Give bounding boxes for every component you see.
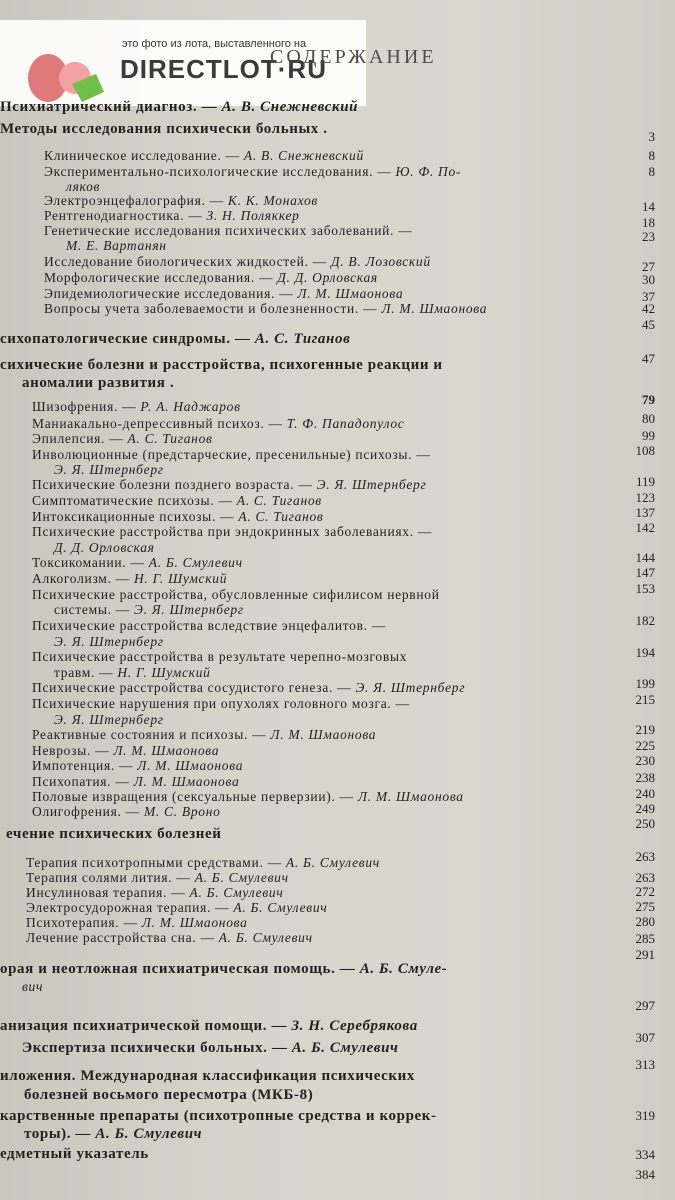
- toc-entry-title: аномалии развития .: [22, 375, 175, 391]
- toc-page-number: 215: [635, 692, 655, 707]
- toc-entry: [54, 634, 164, 650]
- toc-page-number: 79: [642, 392, 655, 407]
- toc-entry: [26, 870, 289, 886]
- toc-entry: [44, 223, 412, 239]
- toc-entry-author: Н. Г. Шумский: [117, 665, 211, 680]
- toc-entry-title: карственные препараты (психотропные средства и коррек-: [0, 1108, 437, 1124]
- toc-entry: [54, 712, 164, 728]
- toc-page-number: 250: [635, 816, 655, 831]
- toc-entry-author: Л. М. Шмаонова: [133, 774, 240, 789]
- toc-entry-author: Э. Я. Штернберг: [54, 634, 164, 649]
- toc-entry-author: А. Б. Смуле-: [359, 961, 448, 977]
- toc-entry: [32, 399, 241, 415]
- toc-entry-title: Генетические исследования психических заболеваний. —: [44, 223, 413, 238]
- toc-entry: [32, 493, 322, 509]
- toc-entry: [0, 121, 328, 138]
- toc-page-number: 307: [635, 1030, 655, 1045]
- toc-entry-title: Симптоматические психозы. —: [32, 493, 237, 508]
- toc-entry: [22, 979, 43, 995]
- toc-entry-title: Импотенция. —: [32, 758, 138, 773]
- toc-entry-title: иложения. Международная классификация психических: [0, 1068, 415, 1084]
- toc-entry: [0, 1018, 418, 1035]
- toc-heading: СОДЕРЖАНИЕ: [270, 46, 437, 68]
- toc-entry: [0, 357, 443, 374]
- toc-page-number: 275: [635, 899, 655, 914]
- toc-page-number: 225: [635, 738, 655, 753]
- toc-entry-author: Р. А. Наджаров: [140, 399, 241, 414]
- toc-page-number: 291: [635, 947, 655, 962]
- toc-entry-author: Д. В. Лозовский: [330, 254, 431, 269]
- toc-entry-title: Лечение расстройства сна. —: [26, 930, 219, 945]
- toc-entry: [54, 540, 155, 556]
- toc-entry-author: Т. Ф. Пападопулос: [286, 416, 405, 431]
- toc-entry: [22, 375, 174, 392]
- toc-entry: [32, 618, 386, 634]
- toc-entry: [44, 208, 300, 224]
- toc-entry-author: А. Б. Смулевич: [194, 870, 289, 885]
- toc-entry-title: Психические расстройства сосудистого генеза. —: [32, 680, 356, 695]
- toc-entry-title: Инволюционные (предстарческие, пресенильные) психозы. —: [32, 447, 431, 462]
- toc-entry-author: А. Б. Смулевич: [291, 1040, 399, 1056]
- toc-entry-title: Психические расстройства при эндокринных заболеваниях. —: [32, 524, 433, 539]
- toc-entry-title: Эпилепсия. —: [32, 431, 128, 446]
- toc-entry-author: А. Б. Смулевич: [233, 900, 328, 915]
- toc-entry-title: Интоксикационные психозы. —: [32, 509, 239, 524]
- toc-entry-title: Клиническое исследование. —: [44, 148, 244, 163]
- toc-entry: [6, 826, 222, 843]
- toc-entry: [44, 286, 403, 302]
- toc-entry-author: Э. Я. Штернберг: [54, 462, 164, 477]
- toc-page-number: 18: [642, 215, 655, 230]
- toc-entry-title: Реактивные состояния и психозы. —: [32, 727, 271, 742]
- toc-entry-author: Н. Г. Шумский: [133, 571, 228, 586]
- toc-entry: [66, 238, 167, 254]
- toc-page-number: 147: [635, 565, 655, 580]
- toc-entry: [44, 164, 461, 180]
- toc-entry-title: Маниакально-депрессивный психоз. —: [32, 416, 287, 431]
- toc-page-number: 42: [642, 301, 655, 316]
- toc-page-number: 263: [635, 870, 655, 885]
- toc-entry-title: Психические нарушения при опухолях головного мозга. —: [32, 696, 410, 711]
- toc-entry-title: Алкоголизм. —: [32, 571, 134, 586]
- toc-entry-title: Психиатрический диагноз. —: [0, 99, 222, 115]
- toc-entry: [0, 1108, 437, 1125]
- toc-page-number: 230: [635, 753, 655, 768]
- toc-entry-title: травм. —: [54, 665, 118, 680]
- toc-page-number: 123: [635, 490, 655, 505]
- toc-page-number: 240: [635, 786, 655, 801]
- toc-page-number: 249: [635, 801, 655, 816]
- toc-entry-title: Исследование биологических жидкостей. —: [44, 254, 331, 269]
- toc-entry-author: Л. М. Шмаонова: [357, 789, 464, 804]
- toc-entry-author: Ю. Ф. По-: [395, 164, 462, 179]
- toc-entry: [26, 930, 313, 946]
- toc-entry: [0, 99, 358, 116]
- toc-entry-title: Эпидемиологические исследования. —: [44, 286, 298, 301]
- toc-page-number: 14: [642, 199, 655, 214]
- toc-entry-title: Рентгенодиагностика. —: [44, 208, 207, 223]
- toc-page-number: 199: [635, 676, 655, 691]
- toc-entry-author: К. К. Монахов: [227, 193, 318, 208]
- toc-entry: [32, 571, 227, 587]
- toc-entry: [44, 301, 487, 317]
- toc-page-number: 137: [635, 505, 655, 520]
- toc-entry-author: Л. М. Шмаонова: [141, 915, 248, 930]
- toc-entry: [32, 743, 219, 759]
- toc-entry-author: А. С. Тиганов: [254, 331, 351, 347]
- toc-entry-author: Л. М. Шмаонова: [270, 727, 377, 742]
- toc-page-number: 219: [635, 722, 655, 737]
- toc-entry-title: Электроэнцефалография. —: [44, 193, 228, 208]
- toc-entry-title: Электросудорожная терапия. —: [26, 900, 234, 915]
- toc-page-number: 27: [642, 259, 655, 274]
- toc-entry-author: А. В. Снежневский: [243, 148, 364, 163]
- toc-entry: [32, 524, 432, 540]
- toc-entry-title: Терапия психотропными средствами. —: [26, 855, 286, 870]
- toc-page-number: 8: [648, 164, 655, 179]
- toc-page-number: 3: [648, 129, 655, 144]
- toc-entry-title: Токсикомании. —: [32, 555, 149, 570]
- toc-entry: [32, 649, 407, 665]
- toc-page-number: 153: [635, 581, 655, 596]
- toc-entry: [32, 696, 410, 712]
- toc-entry-title: едметный указатель: [0, 1146, 149, 1162]
- toc-entry: [32, 555, 243, 571]
- toc-entry-title: Инсулиновая терапия. —: [26, 885, 190, 900]
- toc-entry: [26, 915, 248, 931]
- toc-entry: [44, 148, 364, 164]
- toc-entry: [32, 804, 221, 820]
- toc-entry-author: Э. Я. Штернберг: [355, 680, 466, 695]
- toc-page-number: 119: [635, 474, 655, 489]
- toc-page-number: 285: [635, 931, 655, 946]
- toc-entry: [32, 477, 426, 493]
- toc-page-number: 194: [635, 645, 655, 660]
- toc-entry-title: Терапия солями лития. —: [26, 870, 195, 885]
- toc-entry-author: Л. М. Шмаонова: [297, 286, 404, 301]
- toc-entry-author: А. Б. Смулевич: [95, 1126, 203, 1142]
- toc-entry-author: вич: [22, 979, 44, 994]
- toc-entry-author: З. Н. Серебрякова: [291, 1018, 418, 1034]
- toc-entry-author: Д. Д. Орловская: [277, 270, 378, 285]
- toc-entry: [54, 665, 211, 681]
- toc-entry-author: З. Н. Поляккер: [206, 208, 300, 223]
- toc-entry-author: Э. Я. Штернберг: [134, 602, 244, 617]
- toc-entry-author: А. Б. Смулевич: [285, 855, 380, 870]
- toc-page-number: 297: [635, 998, 655, 1013]
- toc-entry-author: Л. М. Шмаонова: [137, 758, 244, 773]
- toc-entry-title: Психические расстройства вследствие энцефалитов. —: [32, 618, 387, 633]
- toc-entry-author: Л. М. Шмаонова: [113, 743, 220, 758]
- toc-entry-author: А. Б. Смулевич: [218, 930, 313, 945]
- toc-page-number: 144: [635, 550, 655, 565]
- toc-entry-title: Психопатия. —: [32, 774, 134, 789]
- toc-entry-title: болезней восьмого пересмотра (МКБ-8): [24, 1087, 314, 1103]
- toc-entry-title: ечение психических болезней: [6, 826, 222, 842]
- toc-entry: [32, 774, 239, 790]
- toc-entry-title: Морфологические исследования. —: [44, 270, 278, 285]
- toc-entry-author: Э. Я. Штернберг: [54, 712, 164, 727]
- toc-page-number: 45: [642, 317, 655, 332]
- toc-page-number: 319: [635, 1108, 655, 1123]
- toc-entry-title: Методы исследования психически больных .: [0, 121, 328, 137]
- toc-entry-title: торы). —: [24, 1126, 96, 1142]
- toc-entry: [26, 855, 380, 871]
- toc-page-number: 263: [635, 849, 655, 864]
- toc-entry: [54, 462, 164, 478]
- toc-page-number: 47: [642, 351, 655, 366]
- toc-page-number: 8: [648, 148, 655, 163]
- toc-entry-title: Экспериментально-психологические исследования. —: [44, 164, 396, 179]
- toc-entry-title: системы. —: [54, 602, 135, 617]
- toc-entry-author: Д. Д. Орловская: [54, 540, 155, 555]
- toc-entry-author: А. В. Снежневский: [221, 99, 359, 115]
- toc-entry: [26, 900, 327, 916]
- toc-entry-author: А. С. Тиганов: [127, 431, 213, 446]
- toc-page-number: 272: [635, 884, 655, 899]
- toc-entry-title: сихопатологические синдромы. —: [0, 331, 255, 347]
- toc-entry: [32, 447, 431, 463]
- toc-entry-title: Психотерапия. —: [26, 915, 142, 930]
- toc-page-number: 23: [642, 229, 655, 244]
- watermark-caption: это фото из лота, выставленного на: [122, 38, 307, 50]
- toc-entry-author: А. С. Тиганов: [236, 493, 322, 508]
- toc-entry: [44, 270, 378, 286]
- toc-entry-author: М. С. Вроно: [143, 804, 221, 819]
- toc-page-number: 142: [635, 520, 655, 535]
- toc-entry-title: Психические болезни позднего возраста. —: [32, 477, 317, 492]
- toc-entry: [54, 602, 244, 618]
- toc-entry-title: Половые извращения (сексуальные перверзии). —: [32, 789, 358, 804]
- toc-entry-title: Психические расстройства в результате черепно-мозговых: [32, 649, 408, 664]
- toc-entry-title: Шизофрения. —: [32, 399, 141, 414]
- toc-entry: [32, 758, 243, 774]
- toc-page-number: 108: [635, 443, 655, 458]
- toc-entry: [32, 431, 213, 447]
- toc-page-number: 99: [642, 428, 655, 443]
- toc-entry: [0, 961, 447, 978]
- toc-entry-title: Неврозы. —: [32, 743, 114, 758]
- toc-entry: [32, 416, 404, 432]
- toc-page-number: 80: [642, 411, 655, 426]
- toc-entry-author: А. Б. Смулевич: [148, 555, 243, 570]
- toc-entry-author: М. Е. Вартанян: [66, 238, 167, 253]
- toc-entry: [32, 789, 464, 805]
- toc-page-number: 182: [635, 613, 655, 628]
- toc-entry: [22, 1040, 399, 1057]
- toc-entry-author: Э. Я. Штернберг: [316, 477, 427, 492]
- toc-entry: [26, 885, 284, 901]
- toc-entry-title: сихические болезни и расстройства, психогенные реакции и: [0, 357, 443, 373]
- toc-page-number: 313: [635, 1057, 655, 1072]
- toc-entry: [44, 254, 431, 270]
- watermark-brand: DIRECTLOT·RU: [120, 54, 327, 84]
- toc-entry-title: Олигофрения. —: [32, 804, 144, 819]
- toc-entry-author: Л. М. Шмаонова: [381, 301, 488, 316]
- toc-entry: [0, 331, 350, 348]
- toc-page-number: 37: [642, 289, 655, 304]
- toc-entry-author: А. С. Тиганов: [238, 509, 324, 524]
- toc-page-number: 238: [635, 770, 655, 785]
- toc-entry: [44, 193, 318, 209]
- toc-entry: [32, 727, 376, 743]
- toc-entry: [0, 1146, 149, 1163]
- toc-entry: [32, 587, 440, 603]
- toc-entry-author: А. Б. Смулевич: [189, 885, 284, 900]
- toc-page-number: 334: [635, 1147, 655, 1162]
- toc-entry: [32, 509, 324, 525]
- toc-entry-title: Экспертиза психически больных. —: [22, 1040, 292, 1056]
- toc-entry: [32, 680, 465, 696]
- toc-page-number: 384: [635, 1167, 655, 1182]
- toc-page-number: 280: [635, 914, 655, 929]
- toc-entry-author: ляков: [66, 179, 101, 194]
- toc-entry-title: орая и неотложная психиатрическая помощь. —: [0, 961, 360, 977]
- toc-entry: [24, 1126, 202, 1143]
- toc-entry-title: анизация психиатрической помощи. —: [0, 1018, 292, 1034]
- toc-entry: [0, 1068, 415, 1085]
- toc-page-number: 30: [642, 272, 655, 287]
- toc-entry-title: Вопросы учета заболеваемости и болезненности. —: [44, 301, 382, 316]
- toc-entry: [24, 1087, 313, 1104]
- toc-entry-title: Психические расстройства, обусловленные сифилисом нервной: [32, 587, 440, 602]
